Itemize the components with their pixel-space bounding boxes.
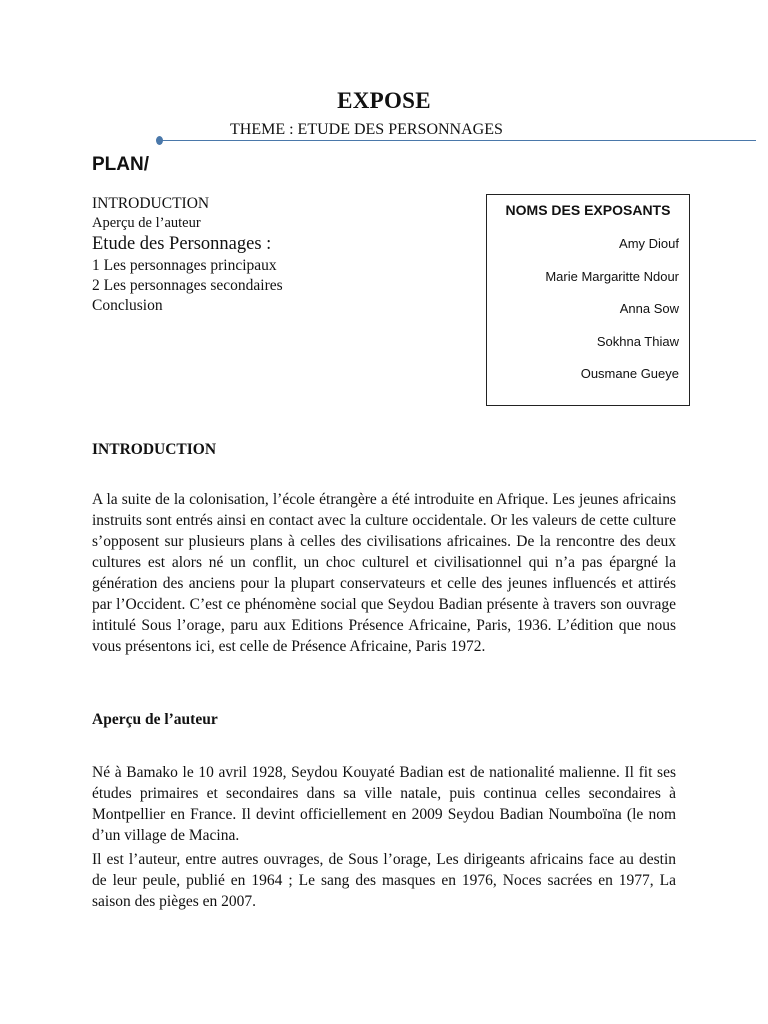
introduction-heading: INTRODUCTION <box>92 441 217 458</box>
plan-heading: PLAN/ <box>92 154 149 175</box>
presenters-list <box>545 235 679 398</box>
divider-dot <box>156 136 163 145</box>
plan-item: 1 Les personnages principaux <box>92 257 277 274</box>
plan-item: Etude des Personnages : <box>92 234 272 254</box>
document-title: EXPOSE <box>337 88 431 113</box>
plan-item: Conclusion <box>92 297 163 314</box>
presenter-name: Sokhna Thiaw <box>596 333 679 349</box>
document-theme: THEME : ETUDE DES PERSONNAGES <box>230 121 503 138</box>
header-divider <box>160 140 756 141</box>
plan-item: 2 Les personnages secondaires <box>92 277 283 294</box>
plan-list <box>92 194 283 316</box>
presenter-name: Amy Diouf <box>619 236 679 251</box>
presenters-box <box>486 194 690 406</box>
presenter-name: Marie Margaritte Ndour <box>545 268 679 284</box>
plan-item: Aperçu de l’auteur <box>92 215 201 231</box>
presenters-title: NOMS DES EXPOSANTS <box>505 202 671 218</box>
introduction-paragraph: A la suite de la colonisation, l’école étrangère a été introduite en Afrique. Les jeunes africains instruits sont entrés ainsi en contact avec la culture occidentale. Or les valeurs de cette culture s’opposent sur plusieurs plans à celles des civilisations africaines. De la rencontre des deux cultures est alors né un conflit, un choc culturel et civilisationnel qui n’a pas épargné la génération des anciens pour la plupart conservateurs et celle des jeunes influencés et attirés par l’Occident. C’est ce phénomène social que Seydou Badian présente à travers son ouvrage intitulé Sous l’orage, paru aux Editions Présence Africaine, Paris, 1936. L’édition que nous vous présentons ici, est celle de Présence Africaine, Paris 1972. <box>92 491 676 655</box>
author-heading: Aperçu de l’auteur <box>92 711 218 728</box>
presenter-name: Ousmane Gueye <box>580 366 679 381</box>
plan-item: INTRODUCTION <box>92 195 210 212</box>
presenter-name: Anna Sow <box>619 301 679 316</box>
author-paragraph: Il est l’auteur, entre autres ouvrages, de Sous l’orage, Les dirigeants africains face au destin de leur peule, publié en 1964 ; Le sang des masques en 1976, Noces sacrées en 1977, La saison des pièges en 2007. <box>92 851 676 910</box>
author-paragraph: Né à Bamako le 10 avril 1928, Seydou Kouyaté Badian est de nationalité malienne. Il fit ses études primaires et secondaires dans sa ville natale, puis continua celles secondaires à Montpellier en France. Il devint officiellement en 2009 Seydou Badian Noumboïna (le nom d’un village de Macina. <box>92 764 676 844</box>
